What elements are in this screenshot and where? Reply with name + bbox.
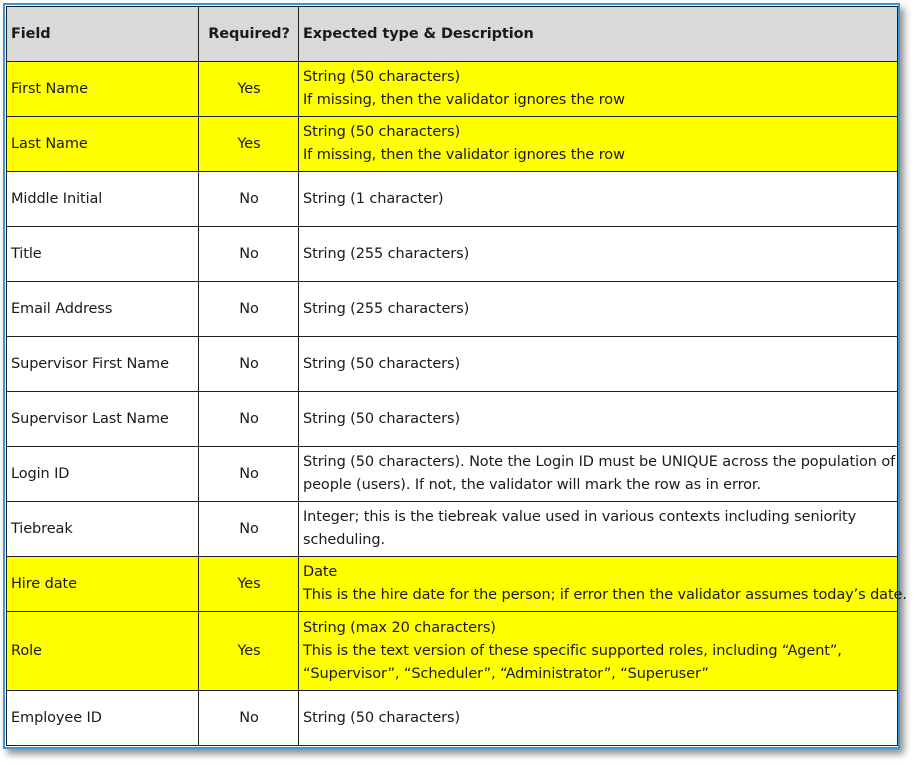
table-row	[7, 447, 898, 502]
field-name-cell: Employee ID	[7, 691, 199, 746]
description-cell	[299, 557, 907, 612]
description-line: Date	[303, 564, 338, 580]
field-name-cell: First Name	[7, 62, 199, 117]
table-frame	[3, 3, 907, 749]
description-cell	[299, 612, 898, 691]
required-cell: No	[199, 691, 299, 746]
description-line: String (1 character)	[303, 190, 444, 207]
description-line: This is the text version of these specific supported roles, including “Agent”,	[303, 642, 842, 659]
field-spec-table	[6, 6, 907, 746]
description-line: String (max 20 characters)	[303, 619, 496, 636]
table-row	[7, 691, 898, 746]
description-cell	[299, 447, 898, 502]
required-cell: No	[199, 337, 299, 392]
header-description: Expected type & Description	[299, 7, 898, 62]
table-row	[7, 557, 898, 612]
required-cell: No	[199, 172, 299, 227]
required-cell: No	[199, 447, 299, 502]
description-cell	[299, 691, 898, 746]
table-row	[7, 282, 898, 337]
field-name-cell: Hire date	[7, 557, 199, 612]
field-name-cell: Middle Initial	[7, 172, 199, 227]
table-row	[7, 612, 898, 691]
description-line: String (50 characters)	[303, 124, 461, 140]
description-cell	[299, 392, 898, 447]
description-cell	[299, 117, 898, 172]
description-line: If missing, then the validator ignores the row	[303, 147, 625, 163]
table-row	[7, 392, 898, 447]
table-row	[7, 62, 898, 117]
header-field: Field	[7, 7, 199, 62]
description-cell	[299, 172, 898, 227]
description-line: String (50 characters)	[303, 410, 461, 427]
field-name-cell: Supervisor Last Name	[7, 392, 199, 447]
field-name-cell: Supervisor First Name	[7, 337, 199, 392]
header-row	[7, 7, 898, 62]
table-body	[7, 62, 907, 746]
description-cell	[299, 502, 898, 557]
table-row	[7, 337, 898, 392]
description-line: String (50 characters)	[303, 709, 461, 726]
required-cell: No	[199, 282, 299, 337]
field-name-cell: Title	[7, 227, 199, 282]
description-line: Integer; this is the tiebreak value used in various contexts including seniority	[303, 509, 857, 525]
description-line: “Supervisor”, “Scheduler”, “Administrator”, “Superuser”	[303, 665, 709, 682]
table-row	[7, 172, 898, 227]
required-cell: Yes	[199, 62, 299, 117]
field-name-cell: Login ID	[7, 447, 199, 502]
field-name-cell: Last Name	[7, 117, 199, 172]
description-line: String (50 characters)	[303, 355, 461, 372]
description-line: String (50 characters)	[303, 69, 461, 85]
description-line: This is the hire date for the person; if error then the validator assumes today’s date.	[303, 587, 907, 603]
description-cell	[299, 227, 898, 282]
description-cell	[299, 337, 898, 392]
field-name-cell: Role	[7, 612, 199, 691]
table-row	[7, 117, 898, 172]
description-cell	[299, 282, 898, 337]
required-cell: No	[199, 392, 299, 447]
table-row	[7, 227, 898, 282]
description-line: If missing, then the validator ignores the row	[303, 92, 625, 108]
description-line: String (255 characters)	[303, 300, 470, 317]
required-cell: Yes	[199, 117, 299, 172]
header-required: Required?	[199, 7, 299, 62]
table-row	[7, 502, 898, 557]
required-cell: No	[199, 227, 299, 282]
description-line: String (255 characters)	[303, 245, 470, 262]
field-name-cell: Email Address	[7, 282, 199, 337]
required-cell: No	[199, 502, 299, 557]
description-line: people (users). If not, the validator will mark the row as in error.	[303, 477, 761, 493]
required-cell: Yes	[199, 557, 299, 612]
field-name-cell: Tiebreak	[7, 502, 199, 557]
description-line: String (50 characters). Note the Login ID must be UNIQUE across the population of	[303, 454, 896, 470]
description-cell	[299, 62, 898, 117]
description-line: scheduling.	[303, 532, 385, 548]
required-cell: Yes	[199, 612, 299, 691]
